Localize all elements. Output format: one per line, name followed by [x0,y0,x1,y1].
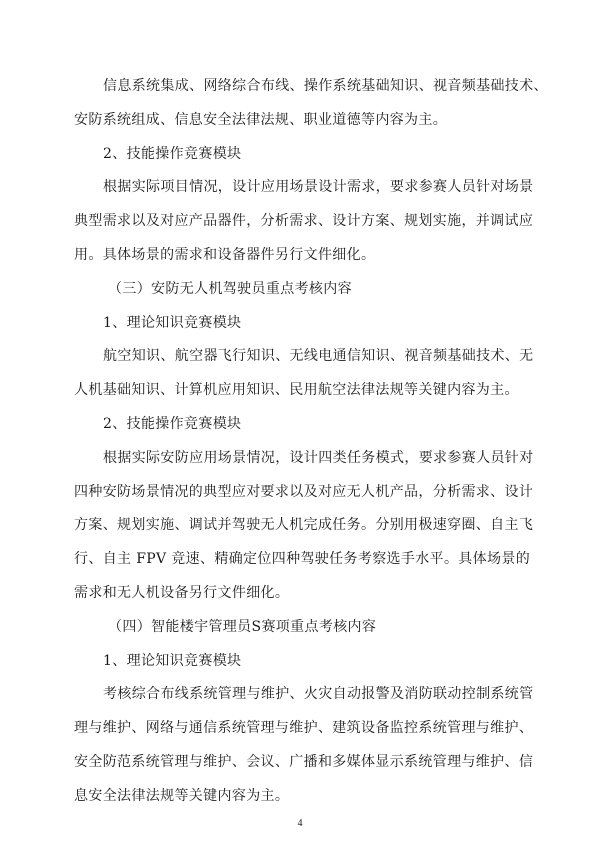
section-heading: 1、理论知识竞赛模块 [103,315,242,331]
section-heading: 2、技能操作竞赛模块 [103,416,242,432]
paragraph-line: 理与维护、网络与通信系统管理与维护、建筑设备监控系统管理与维护、 [74,720,534,736]
paragraph-line: 根据实际安防应用场景情况，设计四类任务模式，要求参赛人员针对 [103,450,534,466]
paragraph-line: 四种安防场景情况的典型应对要求以及对应无人机产品，分析需求、设计 [74,484,534,500]
paragraph-line: 考核综合布线系统管理与维护、火灾自动报警及消防联动控制系统管 [103,686,534,702]
paragraph-line: 息安全法律法规等关键内容为主。 [74,788,290,804]
paragraph-line: 典型需求以及对应产品器件，分析需求、设计方案、规划实施，并调试应 [74,213,534,229]
paragraph-line: 行、自主 FPV 竞速、精确定位四种驾驶任务考察选手水平。具体场景的 [74,551,531,567]
paragraph-line: 信息系统集成、网络综合布线、操作系统基础知识、视音频基础技术、 [103,78,548,94]
section-heading: 2、技能操作竞赛模块 [103,146,242,162]
paragraph-line: 需求和无人机设备另行文件细化。 [74,585,290,601]
paragraph-line: 航空知识、航空器飞行知识、无线电通信知识、视音频基础技术、无 [103,348,534,364]
paragraph-line: 安防系统组成、信息安全法律法规、职业道德等内容为主。 [74,112,448,128]
paragraph-line: 安全防范系统管理与维护、会议、广播和多媒体显示系统管理与维护、信 [74,754,534,770]
section-heading: 1、理论知识竞赛模块 [103,653,242,669]
page-number: 4 [297,818,303,829]
paragraph-line: 根据实际项目情况，设计应用场景设计需求，要求参赛人员针对场景 [103,179,534,195]
chapter-heading: （四）智能楼宇管理员S赛项重点考核内容 [108,619,377,635]
paragraph-line: 人机基础知识、计算机应用知识、民用航空法律法规等关键内容为主。 [74,382,519,398]
chapter-heading: （三）安防无人机驾驶员重点考核内容 [108,281,352,297]
paragraph-line: 用。具体场景的需求和设备器件另行文件细化。 [74,247,376,263]
paragraph-line: 方案、规划实施、调试并驾驶无人机完成任务。分别用极速穿圈、自主飞 [74,517,534,533]
